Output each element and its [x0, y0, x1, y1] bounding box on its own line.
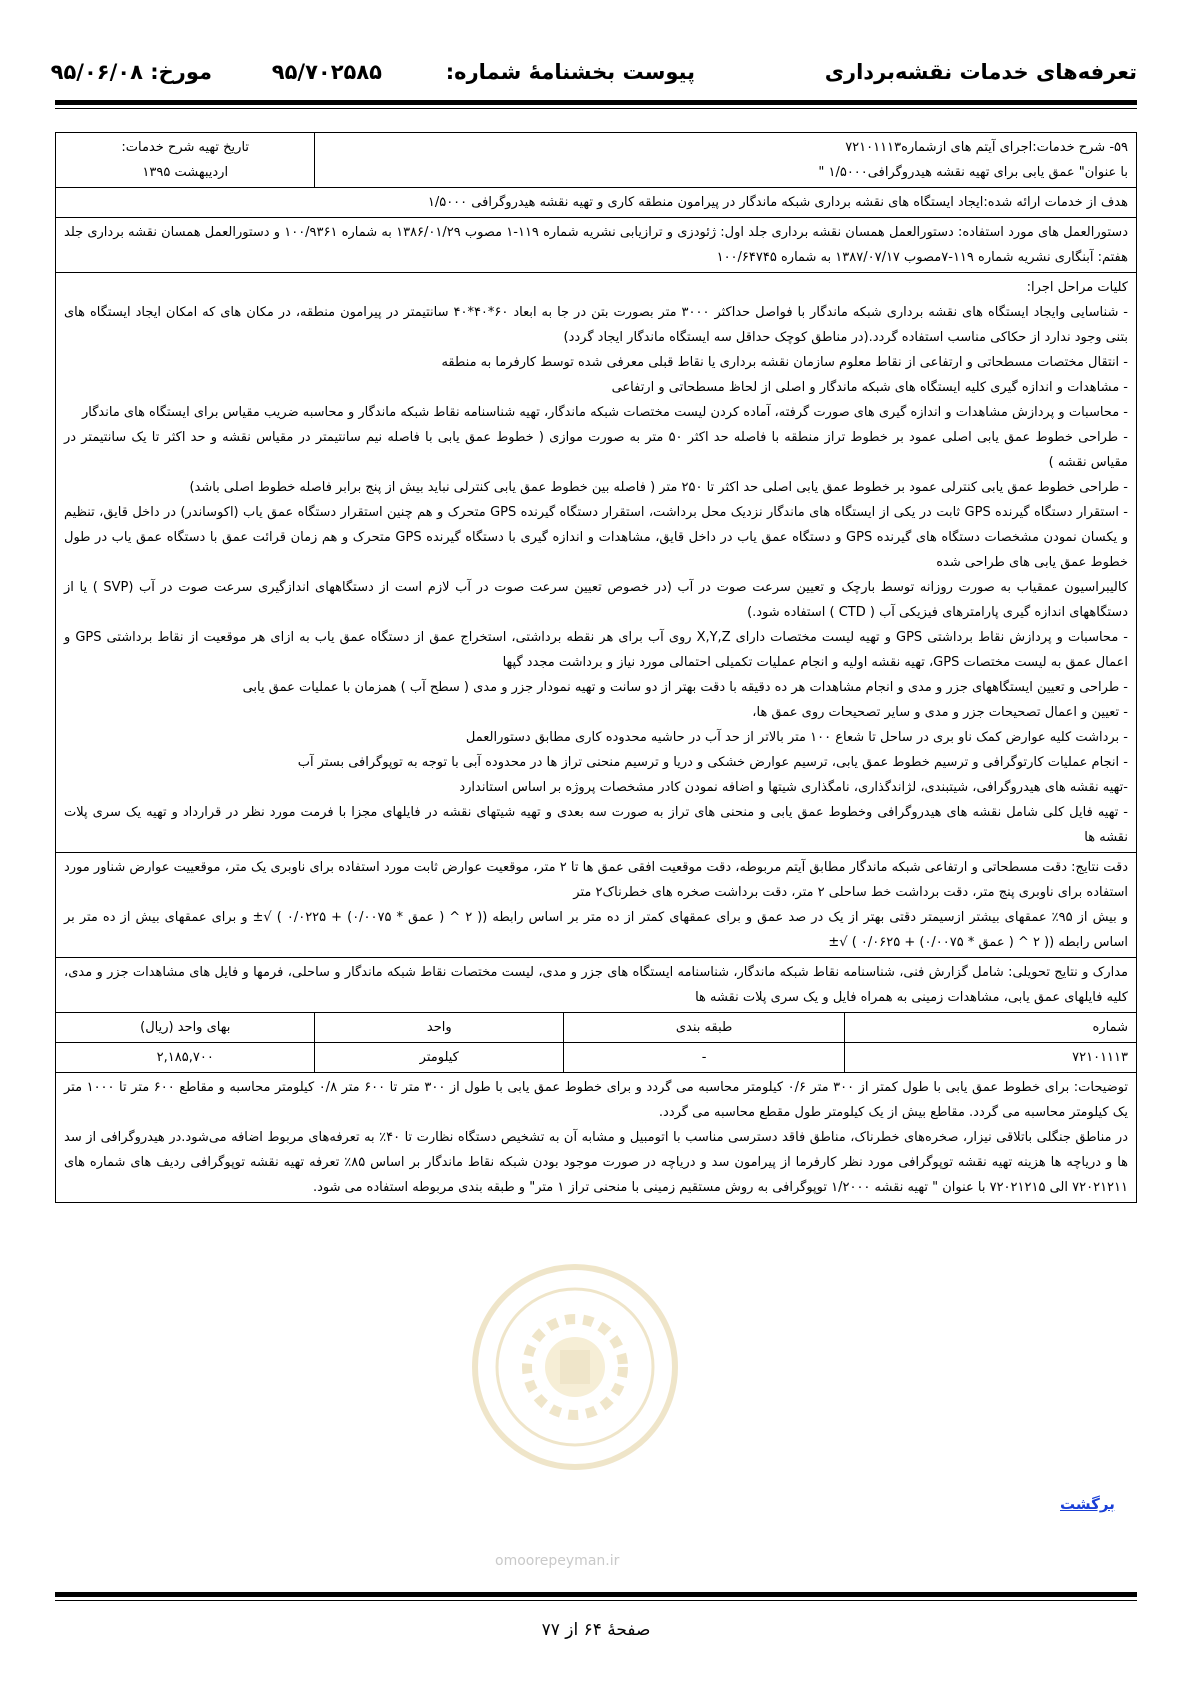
step-item: -تهیه نقشه های هیدروگرافی، شیتبندی، لژاندگذاری، نامگذاری شیتها و اضافه نمودن کادر مشخصات پروژه بر اساس استاندارد: [459, 780, 1128, 795]
price-value-row: [56, 1043, 1137, 1073]
note-item: توضیحات: برای خطوط عمق یابی با طول کمتر از ۳۰۰ متر ۰/۶ کیلومتر محاسبه می گردد و برای خطوط عمق یابی با طول از ۳۰۰ متر تا ۶۰۰ متر ۰/۸ کیلومتر محاسبه و مقاطع ۶۰۰ متر تا ۱۰۰۰ متر یک کیلومتر محاسبه می گردد. مقاطع بیش از یک کیلومتر طول مقطع محاسبه می گردد.: [64, 1080, 1129, 1120]
goal-cell: هدف از خدمات ارائه شده:ایجاد ایستگاه های نقشه برداری شبکه ماندگار در پیرامون منطقه کاری و تهیه نقشه هیدروگرافی ۱/۵۰۰۰: [56, 188, 1137, 218]
seal-stamp-icon: [470, 1262, 680, 1472]
step-item: - تعیین و اعمال تصحیحات جزر و مدی و سایر تصحیحات روی عمق ها،: [752, 705, 1128, 720]
site-watermark: omoorepeyman.ir: [495, 1553, 620, 1569]
step-item: - استقرار دستگاه گیرنده GPS ثابت در یکی از ایستگاه های ماندگار نزدیک محل برداشت، استقرار دستگاه گیرنده GPS متحرک و هم چنین استقرار دستگاه عمق یاب (اکوساندر) در داخل قایق، تنظیم و یکسان نمودن مشخصات دستگاه های گیرنده GPS و دستگاه عمق یاب در داخل قایق، مشاهدات و اندازه گیری با دستگاه گیرنده GPS متحرک و هم زمان قرائت عمق با دستگاه عمق یاب در طول خطوط عمق یابی های طراحی شده: [64, 505, 1128, 570]
step-item: کالیبراسیون عمقیاب به صورت روزانه توسط بارچک و تعیین سرعت صوت در آب (در خصوص تعیین سرعت صوت در آب لازم است از دستگاههای اندازگیری سرعت صوت در آب (SVP ) یا از دستگاههای اندازه گیری پارامترهای فیزیکی آب ( CTD ) استفاده شود.): [64, 580, 1128, 620]
service-line-2: با عنوان" عمق یابی برای تهیه نقشه هیدروگرافی۱/۵۰۰۰ ": [818, 165, 1128, 180]
circular-number: ۹۵/۷۰۲۵۸۵: [271, 60, 382, 84]
col-header-unit: واحد: [315, 1013, 564, 1043]
service-line-1: ۵۹- شرح خدمات:اجرای آیتم های ازشماره۷۲۱۰۱۱۱۳: [845, 140, 1128, 155]
date-value: اردیبهشت ۱۳۹۵: [142, 165, 229, 180]
accuracy-cell: [56, 853, 1137, 958]
accuracy-row: [56, 853, 1137, 958]
service-title-row: [56, 133, 1137, 188]
step-item: - شناسایی وایجاد ایستگاه های نقشه برداری شبکه ماندگار با فواصل حداکثر ۳۰۰۰ متر بصورت بتن در جا به ابعاد ۶۰*۴۰*۴۰ سانتیمتر در پیرامون منطقه، در مکان های که امکان ایجاد ایستگاه های بتنی وجود ندارد از حکاکی مناسب استفاده گردد.(در مناطق کوچک حداقل سه ایستگاه ماندگار ایجاد گردد): [64, 305, 1128, 345]
annex-label: پیوست بخشنامۀ شماره:: [445, 60, 695, 84]
cell-classification: -: [564, 1043, 845, 1073]
notes-cell: [56, 1073, 1137, 1203]
document-title: تعرفه‌های خدمات نقشه‌برداری: [824, 60, 1137, 84]
header-rule-thin: [55, 108, 1137, 109]
step-item: - طراحی خطوط عمق یابی کنترلی عمود بر خطوط عمق یابی اصلی حد اکثر تا ۲۵۰ متر ( فاصله بین خطوط عمق یابی کنترلی نباید بیش از پنج برابر فاصله خطوط اصلی باشد): [189, 480, 1128, 495]
back-link[interactable]: برگشت: [1060, 1495, 1115, 1513]
service-description-cell: [315, 133, 1137, 188]
step-item: - محاسبات و پردازش مشاهدات و اندازه گیری های صورت گرفته، آماده کردن لیست مختصات شبکه ماندگار، تهیه شناسنامه نقاط شبکه ماندگار و محاسبه ضریب مقیاس برای ایستگاه های ماندگار: [82, 405, 1128, 420]
cell-unit: کیلومتر: [315, 1043, 564, 1073]
note-item: در مناطق جنگلی باتلاقی نیزار، صخره‌های خطرناک، مناطق فاقد دسترسی مناسب با اتومبیل و مشابه آن به تشخیص دستگاه نظارت تا ۴۰٪ به تعرفه‌های مربوط اضافه می‌شود.در هیدروگرافی از سد ها و دریاچه ها هزینه تهیه نقشه توپوگرافی مورد نظر کارفرما از پیرامون سد و دریاچه در صورت موجود بودن شبکه نقاط ماندگار بر اساس ۸۵٪ تعرفه تهیه نقشه توپوگرافی ردیف های شماره های ۷۲۰۲۱۲۱۱ الی ۷۲۰۲۱۲۱۵ با عنوان " تهیه نقشه ۱/۲۰۰۰ توپوگرافی به روش مستقیم زمینی با منحنی تراز ۱ متر" و طبقه بندی مربوطه استفاده می شود.: [64, 1130, 1129, 1195]
steps-row: [56, 273, 1137, 853]
footer-rule-thick: [55, 1592, 1137, 1597]
steps-cell: [56, 273, 1137, 853]
price-header-row: [56, 1013, 1137, 1043]
service-date-cell: [56, 133, 315, 188]
step-item: - طراحی و تعیین ایستگاههای جزر و مدی و انجام مشاهدات هر ده دقیقه با دقت بهتر از دو سانت و تهیه نمودار جزر و مدی ( سطح آب ) همزمان با عملیات عمق یابی: [242, 680, 1128, 695]
accuracy-text: دقت نتایج: دقت مسطحاتی و ارتفاعی شبکه ماندگار مطابق آیتم مربوطه، دقت موقعیت افقی عمق ها تا ۲ متر، موقعیت عوارض ثابت مورد استفاده برای ناوبری یک متر، موقعییت عوارض شناور مورد استفاده برای ناوبری پنج متر، دقت برداشت خط ساحلی ۲ متر، دقت برداشت صخره های خطرناک۲ متر: [64, 860, 1128, 900]
header-rule-thick: [55, 100, 1137, 105]
notes-row: [56, 1073, 1137, 1203]
instructions-cell: دستورالعمل های مورد استفاده: دستورالعمل همسان نقشه برداری جلد اول: ژئودزی و ترازیابی نشریه شماره ۱۱۹-۱ مصوب ۱۳۸۶/۰۱/۲۹ به شماره ۱۰۰/۹۳۶۱ و دستورالعمل همسان نقشه برداری جلد هفتم: آبنگاری نشریه شماره ۱۱۹-۷مصوب ۱۳۸۷/۰۷/۱۷ به شماره ۱۰۰/۶۴۷۴۵: [56, 218, 1137, 273]
deliverables-row: [56, 958, 1137, 1013]
steps-title: کلیات مراحل اجرا:: [1026, 280, 1128, 295]
page-header: [50, 60, 1137, 98]
col-header-classification: طبقه بندی: [564, 1013, 845, 1043]
page-number: صفحۀ ۶۴ از ۷۷: [541, 1620, 651, 1640]
footer-rule-thin: [55, 1600, 1137, 1601]
step-item: - تهیه فایل کلی شامل نقشه های هیدروگرافی وخطوط عمق یابی و منحنی های تراز به صورت سه بعدی و تهیه شیتهای نقشه در فایلهای مجزا با فرمت مورد نظر در قرارداد و تهیه یک سری پلات نقشه ها: [64, 805, 1128, 845]
date-label: تاریخ تهیه شرح خدمات:: [121, 140, 250, 155]
cell-number: ۷۲۱۰۱۱۱۳: [845, 1043, 1137, 1073]
circular-date: مورخ: ۹۵/۰۶/۰۸: [50, 60, 212, 84]
deliverables-cell: مدارک و نتایج تحویلی: شامل گزارش فنی، شناسنامه نقاط شبکه ماندگار، شناسنامه ایستگاه های جزر و مدی، لیست مختصات نقاط شبکه ماندگار و ساحلی، فرمها و فایل های مشاهدات جزر و مدی، کلیه فایلهای عمق یابی، مشاهدات زمینی به همراه فایل و یک سری پلات نقشه ها: [56, 958, 1137, 1013]
col-header-number: شماره: [845, 1013, 1137, 1043]
instructions-row: [56, 218, 1137, 273]
step-item: - برداشت کلیه عوارض کمک ناو بری در ساحل تا شعاع ۱۰۰ متر بالاتر از حد آب در حاشیه محدوده کاری مطابق دستورالعمل: [465, 730, 1128, 745]
col-header-unit-price: بهای واحد (ریال): [56, 1013, 315, 1043]
goal-row: [56, 188, 1137, 218]
step-item: - محاسبات و پردازش نقاط برداشتی GPS و تهیه لیست مختصات دارای X,Y,Z روی آب برای هر نقطه برداشتی، استخراج عمق از دستگاه عمق یاب به ازای هر موقعیت از نقاط برداشتی GPS و اعمال عمق به لیست مختصات GPS، تهیه نقشه اولیه و انجام عملیات تکمیلی احتمالی مورد نیاز و برداشت مجدد گپها: [64, 630, 1128, 670]
step-item: - انجام عملیات کارتوگرافی و ترسیم خطوط عمق یابی، ترسیم عوارض خشکی و دریا و ترسیم منحنی تراز ها در محدوده آبی با توجه به توپوگرافی بستر آب: [297, 755, 1128, 770]
service-table: [55, 132, 1137, 1203]
step-item: - انتقال مختصات مسطحاتی و ارتفاعی از نقاط معلوم سازمان نقشه برداری یا نقاط قبلی معرفی شده توسط کارفرما به منطقه: [441, 355, 1128, 370]
accuracy-formula: و بیش از ۹۵٪ عمقهای بیشتر ازسیمتر دقتی بهتر از یک در صد عمق و برای عمقهای کمتر از ده متر بر اساس رابطه (( ۲ ^ ( عمق * ۰/۰۰۷۵) + ۰/۰۲۲۵ ) √± و برای عمقهای بیش از ده متر بر اساس رابطه (( ۲ ^ ( عمق * ۰/۰۰۷۵) + ۰/۰۶۲۵ ) √±: [64, 910, 1129, 950]
cell-unit-price: ۲,۱۸۵,۷۰۰: [56, 1043, 315, 1073]
step-item: - طراحی خطوط عمق یابی اصلی عمود بر خطوط تراز منطقه با فاصله حد اکثر ۵۰ متر به صورت موازی ( خطوط عمق یابی با فاصله نیم سانتیمتر در مقیاس نقشه و حد اکثر تا یک سانتیمتر در مقیاس نقشه ): [64, 430, 1128, 470]
step-item: - مشاهدات و اندازه گیری کلیه ایستگاه های شبکه ماندگار و اصلی از لحاظ مسطحاتی و ارتفاعی: [611, 380, 1128, 395]
service-sheet: [55, 132, 1137, 1203]
